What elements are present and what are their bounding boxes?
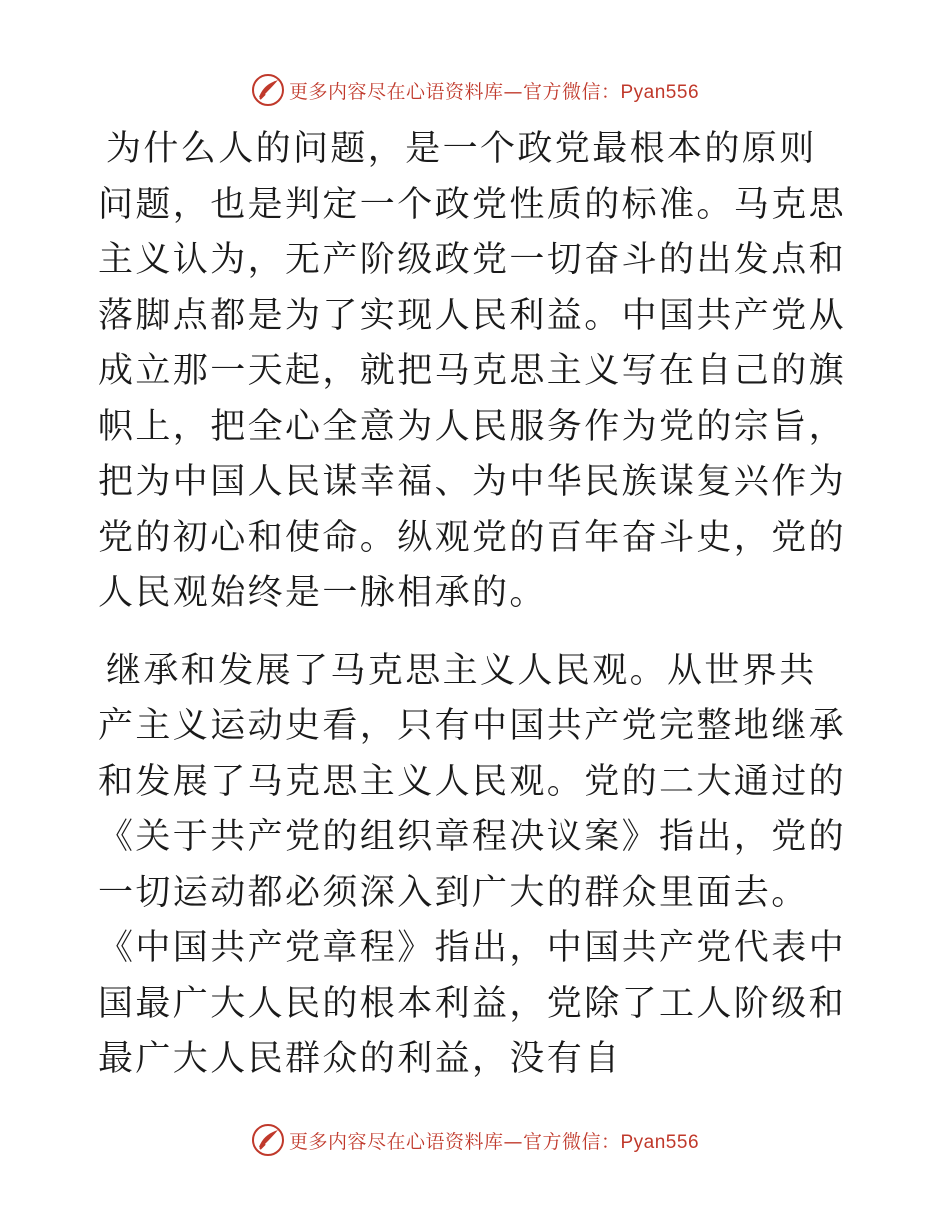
header-wechat-label: 官方微信： bbox=[522, 80, 621, 103]
footer-watermark-banner bbox=[0, 1120, 950, 1160]
paragraph-1: 为什么人的问题，是一个政党最根本的原则问题，也是判定一个政党性质的标准。马克思主义认为，无产阶级政党一切奋斗的出发点和落脚点都是为了实现人民利益。中国共产党从成立那一天起，就把马克思主义写在自己的旗帜上，把全心全意为人民服务作为党的宗旨，把为中国人民谋幸福、为中华民族谋复兴作为党的初心和使命。纵观党的百年奋斗史，党的人民观始终是一脉相承的。 bbox=[98, 129, 847, 613]
header-separator: — bbox=[503, 80, 523, 103]
header-watermark-banner bbox=[0, 70, 950, 110]
header-banner-text bbox=[289, 77, 699, 104]
footer-banner-text bbox=[289, 1127, 699, 1154]
footer-wechat-id: Pyan556 bbox=[620, 1131, 700, 1153]
pen-logo-icon bbox=[251, 73, 285, 107]
pen-logo-icon bbox=[251, 1123, 285, 1157]
footer-separator: — bbox=[503, 1130, 523, 1153]
document-body bbox=[98, 122, 850, 1088]
footer-promo-text: 更多内容尽在心语资料库 bbox=[288, 1130, 504, 1153]
header-promo-text: 更多内容尽在心语资料库 bbox=[288, 80, 504, 103]
footer-wechat-label: 官方微信： bbox=[522, 1130, 621, 1153]
header-wechat-id: Pyan556 bbox=[620, 81, 700, 103]
paragraph-2: 继承和发展了马克思主义人民观。从世界共产主义运动史看，只有中国共产党完整地继承和发展了马克思主义人民观。党的二大通过的《关于共产党的组织章程决议案》指出，党的一切运动都必须深入到广大的群众里面去。《中国共产党章程》指出，中国共产党代表中国最广大人民的根本利益，党除了工人阶级和最广大人民群众的利益，没有自 bbox=[98, 650, 847, 1079]
